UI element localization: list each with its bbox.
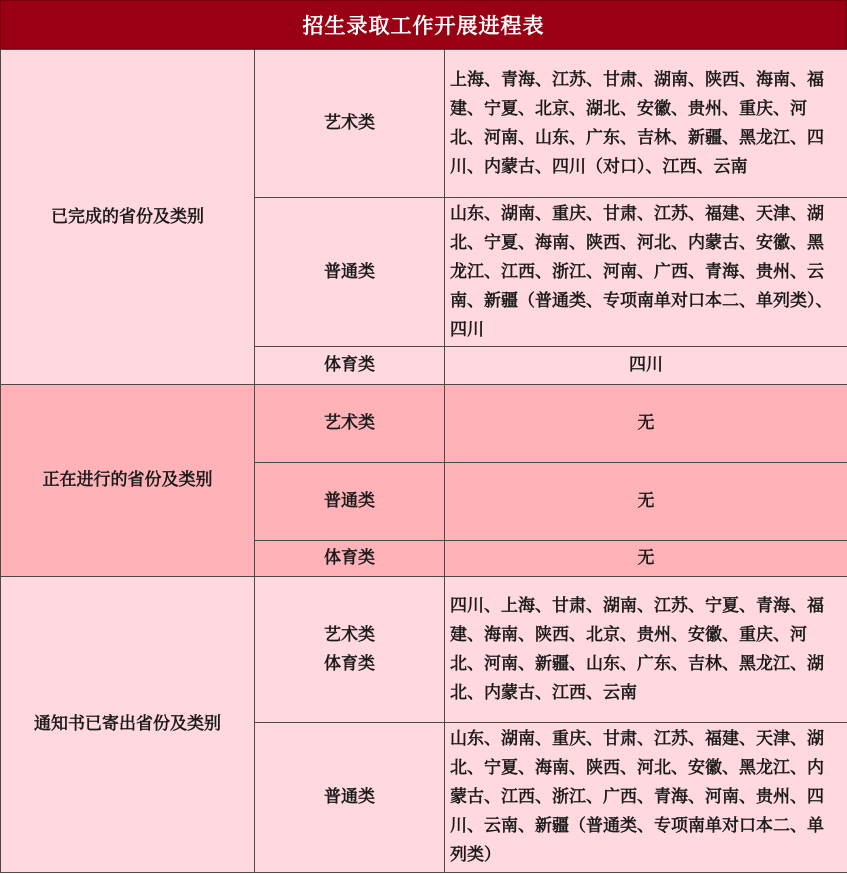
category-label: 艺术类 xyxy=(324,413,375,433)
category-cell xyxy=(255,723,445,873)
status-cell-notices-sent: 通知书已寄出省份及类别 xyxy=(1,577,255,873)
province-list-cell: 上海、青海、江苏、甘肃、湖南、陕西、海南、福建、宁夏、北京、湖北、安徽、贵州、重庆、河北、河南、山东、广东、吉林、新疆、黑龙江、四川、内蒙古、四川（对口）、江西、云南 xyxy=(445,50,847,198)
category-label: 体育类 xyxy=(324,548,375,568)
progress-table xyxy=(0,49,847,873)
province-list-cell: 山东、湖南、重庆、甘肃、江苏、福建、天津、湖北、宁夏、海南、陕西、河北、安徽、黑龙江、内蒙古、江西、浙江、广西、青海、河南、贵州、四川、云南、新疆（普通类、专项南单对口本二、单列类） xyxy=(445,723,847,873)
category-cell xyxy=(255,385,445,463)
province-list-cell: 山东、湖南、重庆、甘肃、江苏、福建、天津、湖北、宁夏、海南、陕西、河北、内蒙古、安徽、黑龙江、江西、浙江、河南、广西、青海、贵州、云南、新疆（普通类、专项南单对口本二、单列类）、四川 xyxy=(445,198,847,347)
category-cell xyxy=(255,50,445,198)
category-label: 体育类 xyxy=(324,653,375,674)
status-cell-completed: 已完成的省份及类别 xyxy=(1,50,255,385)
category-cell xyxy=(255,577,445,723)
province-list-cell: 无 xyxy=(445,385,847,463)
category-cell xyxy=(255,198,445,347)
status-cell-in-progress: 正在进行的省份及类别 xyxy=(1,385,255,577)
category-label: 艺术类 xyxy=(324,113,375,133)
table-row xyxy=(1,577,847,723)
category-label: 艺术类 xyxy=(324,624,375,645)
province-list-cell: 无 xyxy=(445,463,847,541)
province-list-cell: 无 xyxy=(445,541,847,577)
category-cell xyxy=(255,347,445,385)
category-cell xyxy=(255,541,445,577)
table-title: 招生录取工作开展进程表 xyxy=(0,0,847,49)
province-list-cell: 四川 xyxy=(445,347,847,385)
category-label: 普通类 xyxy=(324,787,375,807)
table-row xyxy=(1,385,847,463)
category-cell xyxy=(255,463,445,541)
category-label: 普通类 xyxy=(324,261,375,282)
category-label: 体育类 xyxy=(324,355,375,375)
table-row xyxy=(1,50,847,198)
province-list-cell: 四川、上海、甘肃、湖南、江苏、宁夏、青海、福建、海南、陕西、北京、贵州、安徽、重庆、河北、河南、新疆、山东、广东、吉林、黑龙江、湖北、内蒙古、江西、云南 xyxy=(445,577,847,723)
category-label: 普通类 xyxy=(324,491,375,511)
